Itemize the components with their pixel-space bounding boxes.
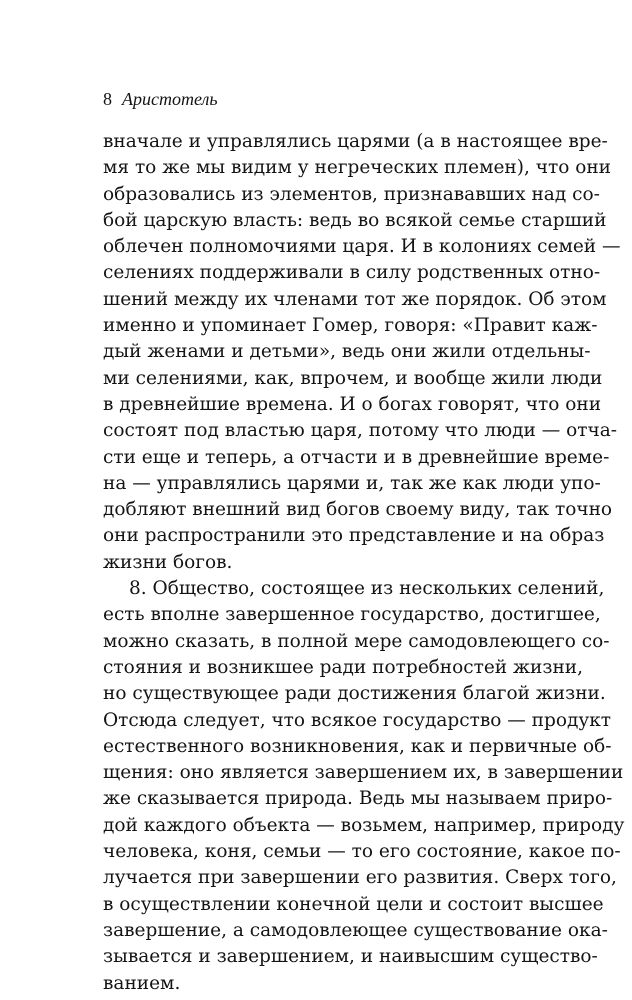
paragraph-start-line: 8. Общество, состоящее из нескольких селений,: [129, 578, 605, 600]
text-line: сти еще и теперь, а отчасти и в древнейшие време-: [103, 446, 610, 468]
text-line: лучается при завершении его развития. Сверх того,: [103, 867, 617, 889]
text-line: состоят под властью царя, потому что люди — отча-: [103, 420, 618, 442]
text-line: шений между их членами тот же порядок. Об этом: [103, 288, 607, 310]
text-line: можно сказать, в полной мере самодовлеющего со-: [103, 630, 610, 652]
text-line: дый женами и детьми», ведь они жили отдельны-: [103, 341, 591, 363]
text-line: бой царскую власть: ведь во всякой семье старший: [103, 209, 607, 231]
text-line: мя то же мы видим у негреческих племен), что они: [103, 157, 612, 179]
book-title: Аристотель: [122, 89, 218, 109]
body-text: [103, 129, 625, 997]
text-line: облечен полномочиями царя. И в колониях семей —: [103, 236, 621, 258]
text-line: вначале и управлялись царями (а в настоящее вре-: [103, 131, 608, 152]
text-line: Отсюда следует, что всякое государство — продукт: [103, 709, 612, 731]
text-line: зывается и завершением, и наивысшим существо-: [103, 946, 598, 968]
text-line: селениях поддерживали в силу родственных отно-: [103, 262, 601, 284]
text-line: ми селениями, как, впрочем, и вообще жили люди: [103, 367, 603, 389]
text-line: стояния и возникшее ради потребностей жизни,: [103, 656, 583, 678]
text-line: человека, коня, семьи — то его состояние, какое по-: [103, 841, 621, 863]
paragraph-end-line: ванием.: [103, 972, 181, 994]
text-line: образовались из элементов, признававших над со-: [103, 183, 600, 205]
page-number: 8: [103, 89, 112, 109]
text-line: именно и упоминает Гомер, говоря: «Правит каж-: [103, 315, 598, 337]
text-line: есть вполне завершенное государство, достигшее,: [103, 604, 601, 626]
text-line: в осуществлении конечной цели и состоит высшее: [103, 893, 604, 915]
running-head: [103, 86, 218, 112]
text-line: в древнейшие времена. И о богах говорят, что они: [103, 393, 602, 415]
text-line: на — управлялись царями и, так же как люди упо-: [103, 472, 601, 494]
text-line: щения: оно является завершением их, в завершении: [103, 762, 624, 784]
text-line: дой каждого объекта — возьмем, например, природу: [103, 814, 625, 836]
text-line: добляют внешний вид богов своему виду, так точно: [103, 499, 613, 521]
text-line: они распространили это представление и на образ: [103, 525, 605, 547]
text-line: но существующее ради достижения благой жизни.: [103, 683, 606, 705]
text-line: естественного возникновения, как и первичные об-: [103, 735, 612, 757]
paragraph-end-line: жизни богов.: [103, 551, 233, 573]
text-line: же сказывается природа. Ведь мы называем приро-: [103, 788, 613, 810]
text-line: завершение, а самодовлеющее существование ока-: [103, 919, 608, 941]
